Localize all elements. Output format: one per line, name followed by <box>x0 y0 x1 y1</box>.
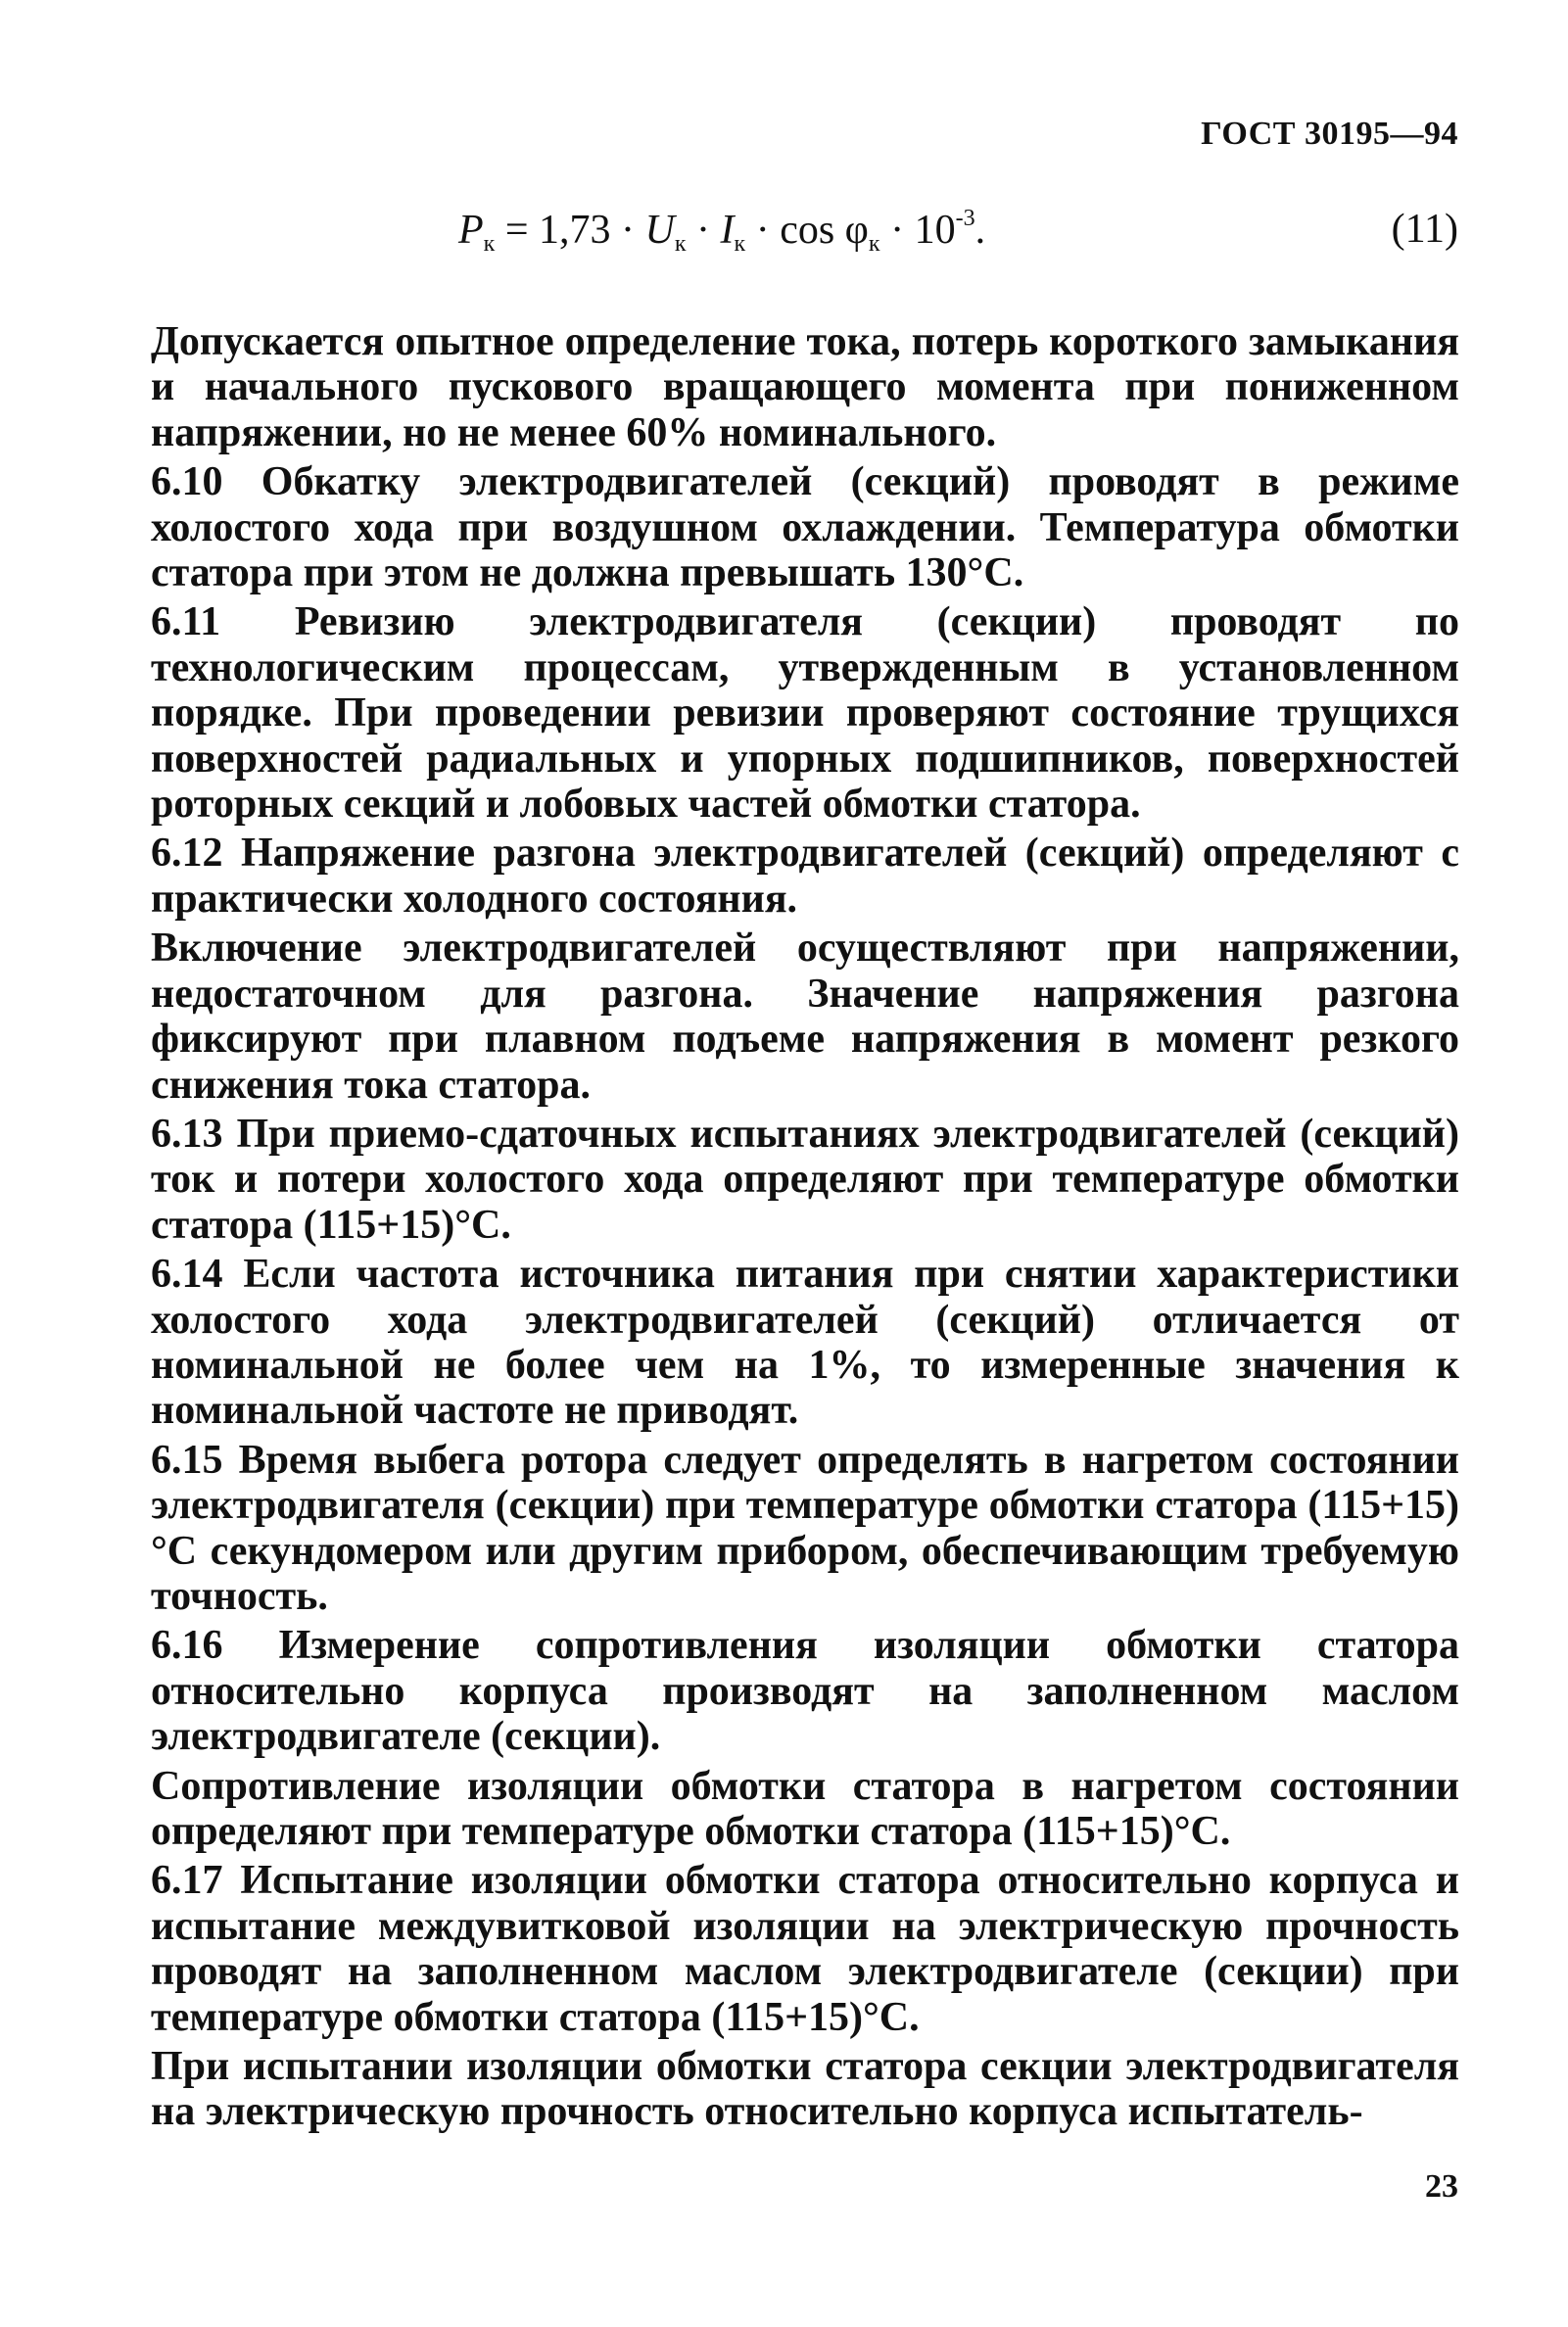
body-text <box>151 319 1459 2139</box>
paragraph: 6.11 Ревизию электродвигателя (секции) проводят по технологическим процессам, утвержденным в установленном порядке. При проведении ревизии проверяют состояние трущихся поверхностей радиальных и упорных подшипников, поверхностей роторных секций и лобовых частей обмотки статора. <box>151 599 1459 828</box>
formula-eq: = 1,73 · <box>495 208 645 253</box>
paragraph: 6.12 Напряжение разгона электродвигателей (секций) определяют с практически холодного состояния. <box>151 831 1459 922</box>
formula-i: I <box>720 208 735 253</box>
paragraph: 6.10 Обкатку электродвигателей (секций) проводят в режиме холостого хода при воздушном охлаждении. Температура обмотки статора при этом не должна превышать 130°С. <box>151 459 1459 596</box>
formula-cos: · cos φ <box>745 208 869 253</box>
paragraph: 6.15 Время выбега ротора следует определять в нагретом состоянии электродвигателя (секции) при температуре обмотки статора (115+15)°С секундомером или другим прибором, обеспечивающим требуемую точность. <box>151 1437 1459 1619</box>
page-number: 23 <box>1425 2168 1458 2205</box>
equation-number: (11) <box>1391 207 1458 252</box>
formula-p: P <box>458 208 484 253</box>
formula-11 <box>458 206 985 258</box>
paragraph: При испытании изоляции обмотки статора секции электродвигателя на электрическую прочность относительно корпуса испытатель- <box>151 2044 1459 2135</box>
formula-pow-sup: -3 <box>955 206 975 231</box>
paragraph: 6.16 Измерение сопротивления изоляции обмотки статора относительно корпуса производят на заполненном маслом электродвигателе (секции). <box>151 1623 1459 1760</box>
paragraph: Включение электродвигателей осуществляют при напряжении, недостаточном для разгона. Значение напряжения разгона фиксируют при плавном подъеме напряжения в момент резкого снижения тока статора. <box>151 926 1459 1108</box>
paragraph: Сопротивление изоляции обмотки статора в нагретом состоянии определяют при температуре обмотки статора (115+15)°С. <box>151 1763 1459 1854</box>
paragraph: 6.13 При приемо-сдаточных испытаниях электродвигателей (секций) ток и потери холостого хода определяют при температуре обмотки статора (115+15)°С. <box>151 1111 1459 1248</box>
formula-dot: · <box>686 208 721 253</box>
formula-pow: · 10 <box>879 208 956 253</box>
formula-p-sub: к <box>483 231 496 257</box>
formula-u: U <box>644 208 675 253</box>
paragraph: 6.14 Если частота источника питания при снятии характеристики холостого хода электродвигателей (секций) отличается от номинальной не более чем на 1%, то измеренные значения к номинальной частоте не приводят. <box>151 1252 1459 1434</box>
formula-end: . <box>974 208 986 253</box>
paragraph: Допускается опытное определение тока, потерь короткого замыкания и начального пускового вращающего момента при пониженном напряжении, но не менее 60% номинального. <box>151 319 1459 455</box>
formula-cos-sub: к <box>868 231 880 257</box>
formula-i-sub: к <box>734 231 746 257</box>
paragraph: 6.17 Испытание изоляции обмотки статора относительно корпуса и испытание междувитковой изоляции на электрическую прочность проводят на заполненном маслом электродвигателе (секции) при температуре обмотки статора (115+15)°С. <box>151 1858 1459 2040</box>
formula-u-sub: к <box>674 231 687 257</box>
formula-row <box>0 206 1568 264</box>
standard-header: ГОСТ 30195—94 <box>1201 116 1458 152</box>
